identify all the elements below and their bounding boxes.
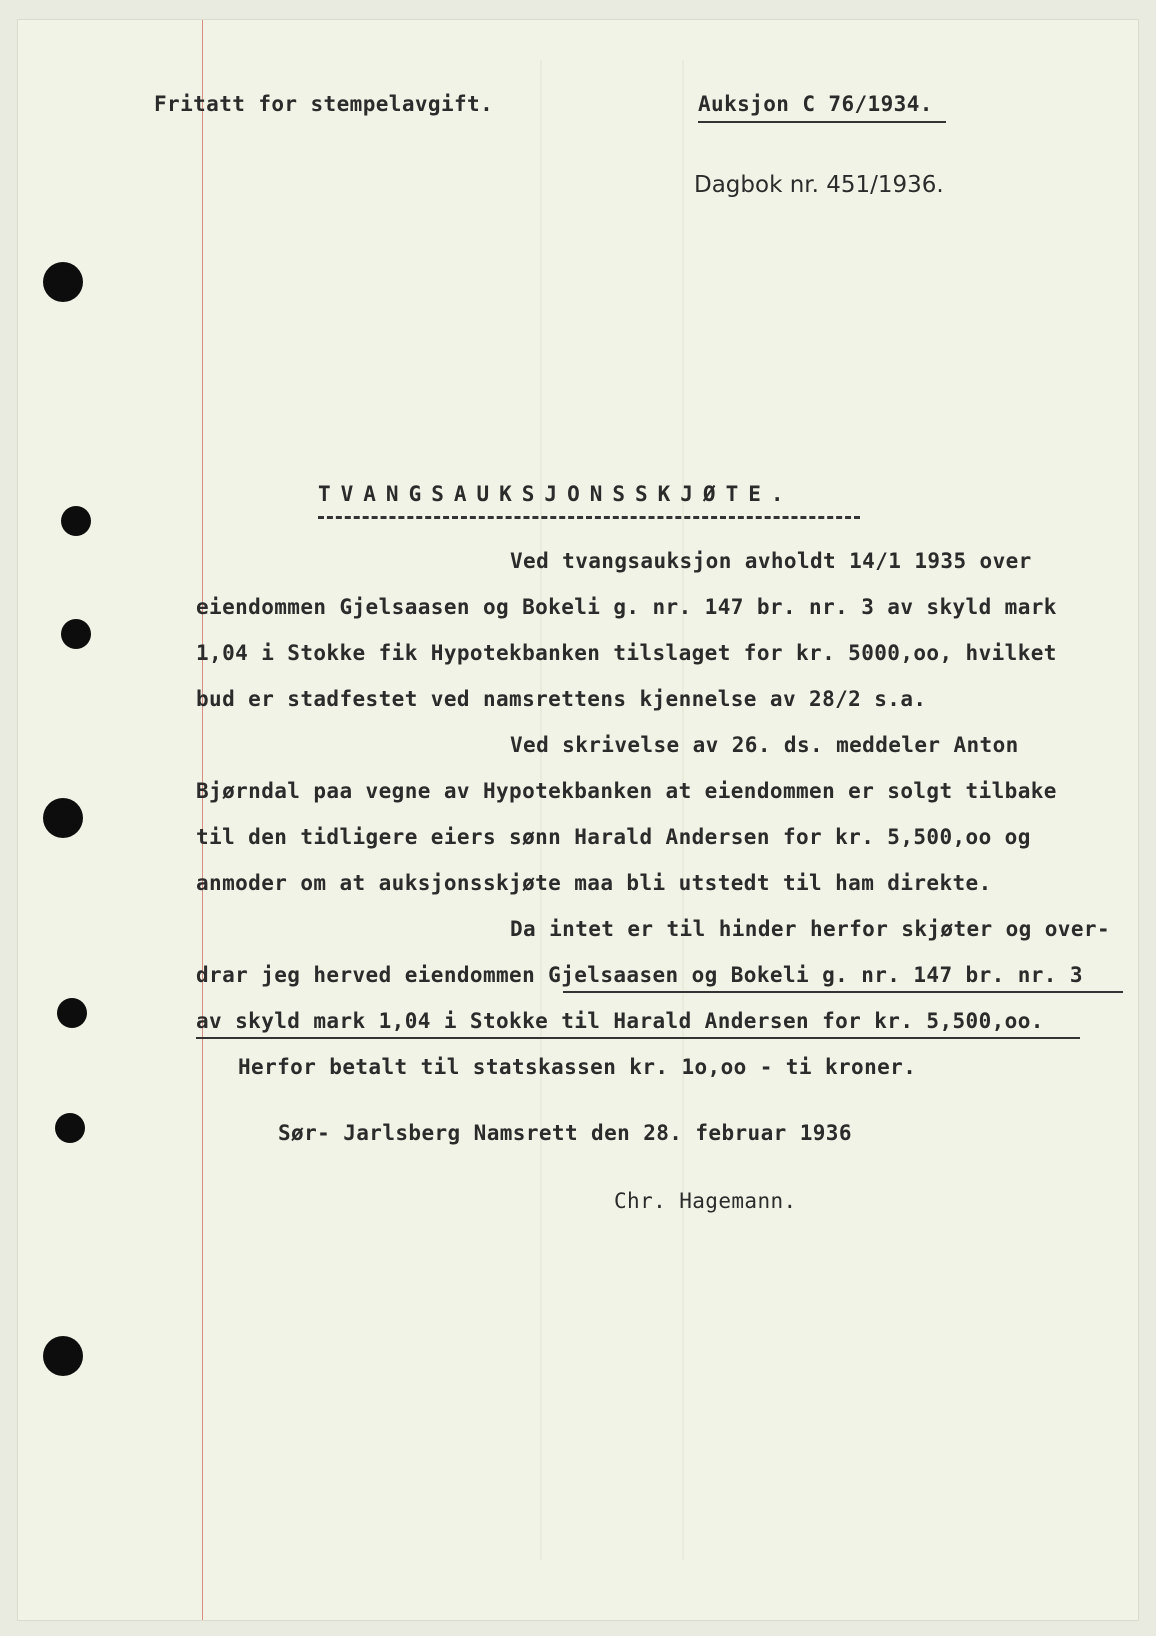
dagbok-number: Dagbok nr. 451/1936. (694, 172, 944, 198)
punch-hole (61, 619, 91, 649)
punch-hole (61, 506, 91, 536)
document-title: TVANGSAUKSJONSSKJØTE. (318, 482, 794, 506)
conveyance-underline (196, 1037, 1080, 1039)
punch-hole (57, 998, 87, 1028)
body-line: Ved tvangsauksjon avholdt 14/1 1935 over (510, 549, 1032, 573)
auction-reference-underline (698, 121, 946, 123)
body-line: drar jeg herved eiendommen Gjelsaasen og Bokeli g. nr. 147 br. nr. 3 (196, 963, 1083, 987)
body-line: anmoder om at auksjonsskjøte maa bli utstedt til ham direkte. (196, 871, 992, 895)
punch-hole (55, 1113, 85, 1143)
body-line: eiendommen Gjelsaasen og Bokeli g. nr. 147 br. nr. 3 av skyld mark (196, 595, 1057, 619)
punch-hole (43, 262, 83, 302)
paper-watermark (540, 60, 684, 1560)
signature: Chr. Hagemann. (614, 1189, 797, 1213)
exemption-note: Fritatt for stempelavgift. (154, 92, 494, 116)
property-underline (563, 991, 1123, 993)
margin-line (202, 20, 203, 1620)
body-line: Da intet er til hinder herfor skjøter og over- (510, 917, 1110, 941)
body-line: Bjørndal paa vegne av Hypotekbanken at eiendommen er solgt tilbake (196, 779, 1057, 803)
punch-hole (43, 798, 83, 838)
punch-hole (43, 1336, 83, 1376)
body-line: 1,04 i Stokke fik Hypotekbanken tilslaget for kr. 5000,oo, hvilket (196, 641, 1057, 665)
fee-statement: Herfor betalt til statskassen kr. 1o,oo - ti kroner. (238, 1055, 917, 1079)
body-line: bud er stadfestet ved namsrettens kjennelse av 28/2 s.a. (196, 687, 927, 711)
place-and-date: Sør- Jarlsberg Namsrett den 28. februar 1936 (278, 1121, 852, 1145)
title-underline (318, 516, 860, 519)
auction-reference: Auksjon C 76/1934. (698, 92, 933, 116)
body-line: av skyld mark 1,04 i Stokke til Harald Andersen for kr. 5,500,oo. (196, 1009, 1044, 1033)
body-line: til den tidligere eiers sønn Harald Andersen for kr. 5,500,oo og (196, 825, 1031, 849)
body-line: Ved skrivelse av 26. ds. meddeler Anton (510, 733, 1019, 757)
